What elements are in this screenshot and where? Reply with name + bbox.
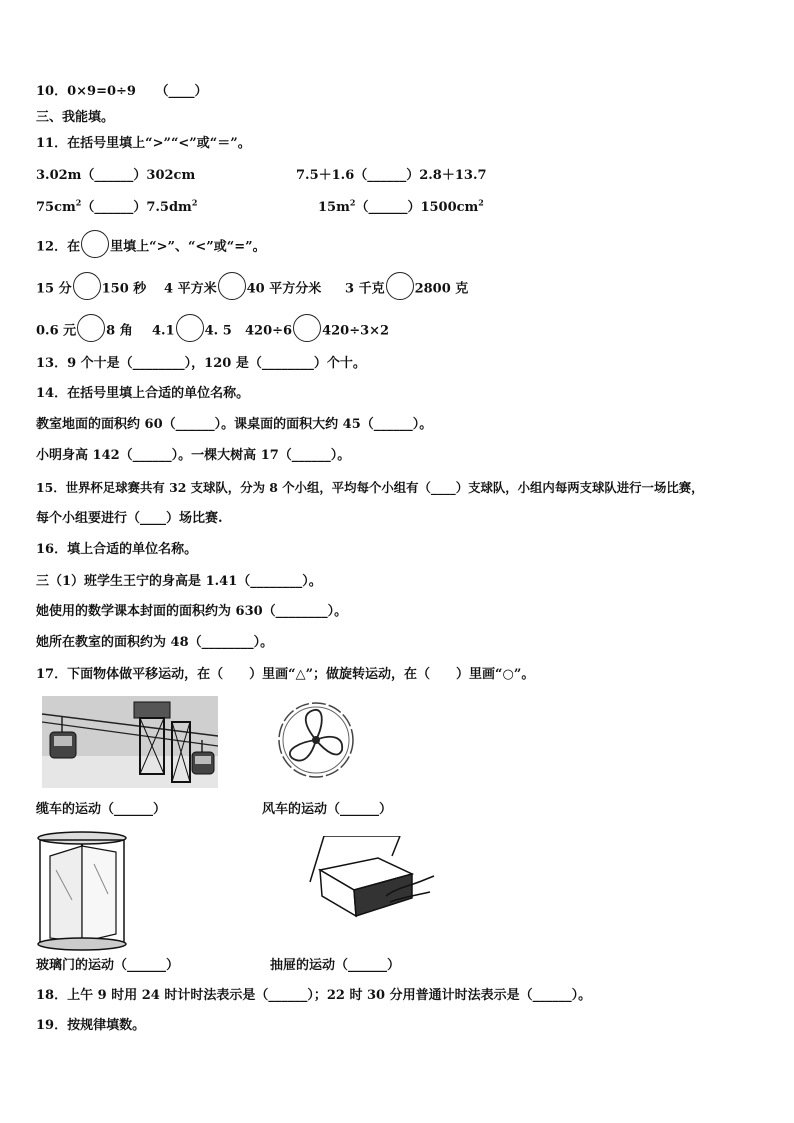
caption-cable-car: 缆车的运动（______） bbox=[36, 802, 167, 817]
q11-item-3: $75cm^2(\_\_\_\_\_\_)7.5dm^2$ bbox=[36, 197, 198, 215]
q12-row-2-c: 420÷6 420÷3×2 bbox=[245, 320, 389, 342]
q12-row-1-c: 3 千克 2800 克 bbox=[345, 278, 468, 300]
q10: 10．0×9=0÷9 （____） bbox=[36, 84, 208, 99]
answer-circle[interactable] bbox=[81, 230, 109, 258]
answer-circle[interactable] bbox=[176, 314, 204, 342]
q16-line-3: 她所在教室的面积约为 48（________）。 bbox=[36, 635, 274, 650]
q12-row-2-a: 0.6 元 8 角 bbox=[36, 320, 133, 342]
caption-fan: 风车的运动（______） bbox=[262, 802, 393, 817]
q11-title: 11．在括号里填上“>”“<”或“＝”。 bbox=[36, 136, 251, 151]
q12-row-1-a: 15 分 150 秒 bbox=[36, 278, 146, 300]
q12-row-1-b: 4 平方米 40 平方分米 bbox=[164, 278, 321, 300]
q18: 18．上午 9 时用 24 时计时法表示是（______）；22 时 30 分用普通计时法表示是（______）。 bbox=[36, 988, 592, 1003]
answer-circle[interactable] bbox=[218, 272, 246, 300]
fan-image bbox=[276, 700, 356, 780]
cable-car-image bbox=[42, 696, 218, 788]
q16-title: 16．填上合适的单位名称。 bbox=[36, 542, 198, 557]
q15-line-1: 15．世界杯足球赛共有 32 支球队，分为 8 个小组，平均每个小组有（____）支球队，小组内每两支球队进行一场比赛， bbox=[36, 480, 704, 495]
q19: 19．按规律填数。 bbox=[36, 1018, 146, 1033]
answer-circle[interactable] bbox=[73, 272, 101, 300]
q11-item-2: 7.5＋1.6（______）2.8＋13.7 bbox=[296, 168, 487, 183]
revolving-door-image bbox=[36, 830, 128, 952]
q14-line-1: 教室地面的面积约 60（______）。课桌面的面积大约 45（______）。 bbox=[36, 417, 433, 432]
q11-item-1: 3.02m（______）302cm bbox=[36, 168, 196, 183]
answer-circle[interactable] bbox=[77, 314, 105, 342]
q15-line-2: 每个小组要进行（____）场比赛. bbox=[36, 511, 223, 526]
q12-row-2-b: 4.1 4. 5 bbox=[152, 320, 232, 342]
caption-drawer: 抽屉的运动（______） bbox=[270, 958, 401, 973]
q17-title: 17．下面物体做平移运动，在（ ）里画“△”；做旋转运动，在（ ）里画“○”。 bbox=[36, 667, 535, 682]
section-3-heading: 三、我能填。 bbox=[36, 110, 115, 125]
q14-title: 14．在括号里填上合适的单位名称。 bbox=[36, 386, 250, 401]
answer-circle[interactable] bbox=[386, 272, 414, 300]
q16-line-2: 她使用的数学课本封面的面积约为 630（________）。 bbox=[36, 604, 348, 619]
q11-item-4: $15m^2(\_\_\_\_\_\_)1500cm^2$ bbox=[318, 197, 484, 215]
q12-title: 12．在 里填上“>”、“<”或“=”。 bbox=[36, 236, 266, 258]
q13: 13．9 个十是（________），120 是（________）个十。 bbox=[36, 356, 366, 371]
q14-line-2: 小明身高 142（______）。一棵大树高 17（______）。 bbox=[36, 448, 351, 463]
drawer-image bbox=[300, 836, 440, 926]
caption-glass-door: 玻璃门的运动（______） bbox=[36, 958, 180, 973]
answer-circle[interactable] bbox=[293, 314, 321, 342]
q16-line-1: 三（1）班学生王宁的身高是 1.41（________）。 bbox=[36, 574, 322, 589]
